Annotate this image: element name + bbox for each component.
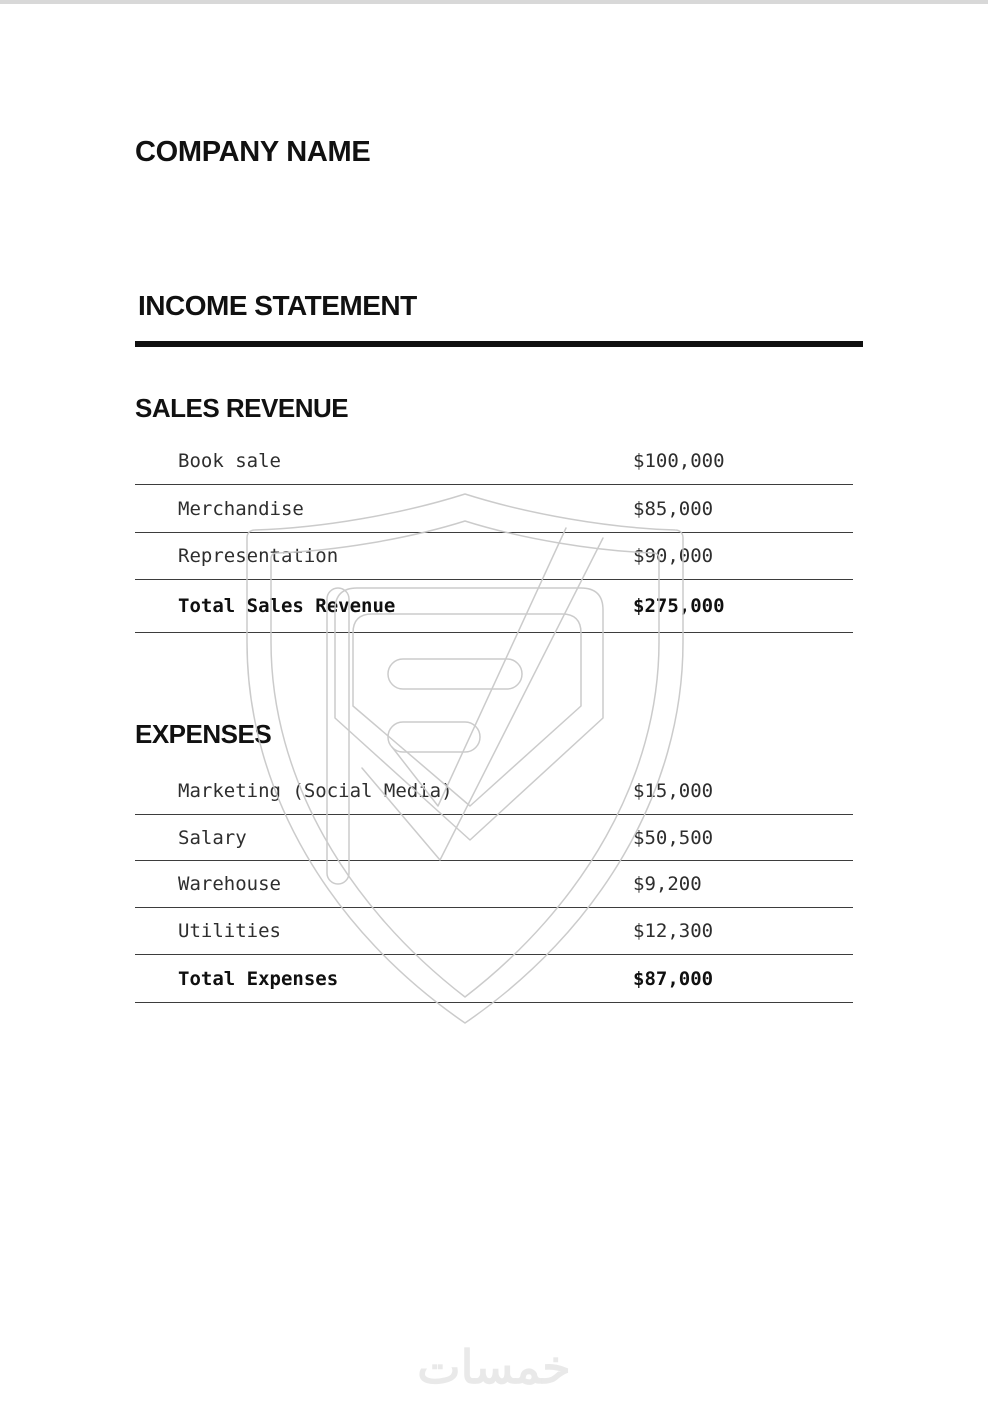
row-label: Marketing (Social Media) (178, 779, 453, 802)
row-label: Utilities (178, 920, 281, 942)
khamsat-brand-watermark: خمسات (417, 1341, 571, 1393)
expenses-table (135, 767, 853, 1003)
row-value: $12,300 (633, 920, 714, 942)
company-name: COMPANY NAME (135, 136, 371, 168)
table-row (135, 908, 853, 955)
document-title: INCOME STATEMENT (138, 290, 417, 321)
row-label: Representation (178, 545, 339, 567)
page-top-edge (0, 0, 988, 4)
row-value: $100,000 (633, 449, 725, 472)
table-row (135, 815, 853, 861)
row-value: $90,000 (633, 545, 714, 567)
table-row (135, 861, 853, 908)
row-label: Salary (178, 826, 247, 849)
total-label: Total Sales Revenue (178, 595, 396, 617)
sales-revenue-heading: SALES REVENUE (135, 393, 349, 423)
row-value: $15,000 (633, 779, 714, 802)
table-total-row (135, 955, 853, 1003)
row-label: Merchandise (178, 497, 304, 520)
table-total-row (135, 580, 853, 633)
table-row (135, 437, 853, 485)
row-label: Book sale (178, 449, 281, 472)
total-value: $87,000 (633, 967, 714, 990)
total-value: $275,000 (633, 595, 725, 617)
row-value: $50,500 (633, 826, 714, 849)
title-underline-rule (135, 341, 863, 347)
table-row (135, 485, 853, 533)
total-label: Total Expenses (178, 967, 339, 990)
table-row (135, 767, 853, 815)
document-title-block (135, 290, 863, 322)
row-value: $9,200 (633, 873, 702, 895)
table-row (135, 533, 853, 580)
expenses-heading: EXPENSES (135, 719, 272, 749)
row-value: $85,000 (633, 497, 714, 520)
row-label: Warehouse (178, 873, 281, 895)
sales-revenue-table (135, 437, 853, 633)
